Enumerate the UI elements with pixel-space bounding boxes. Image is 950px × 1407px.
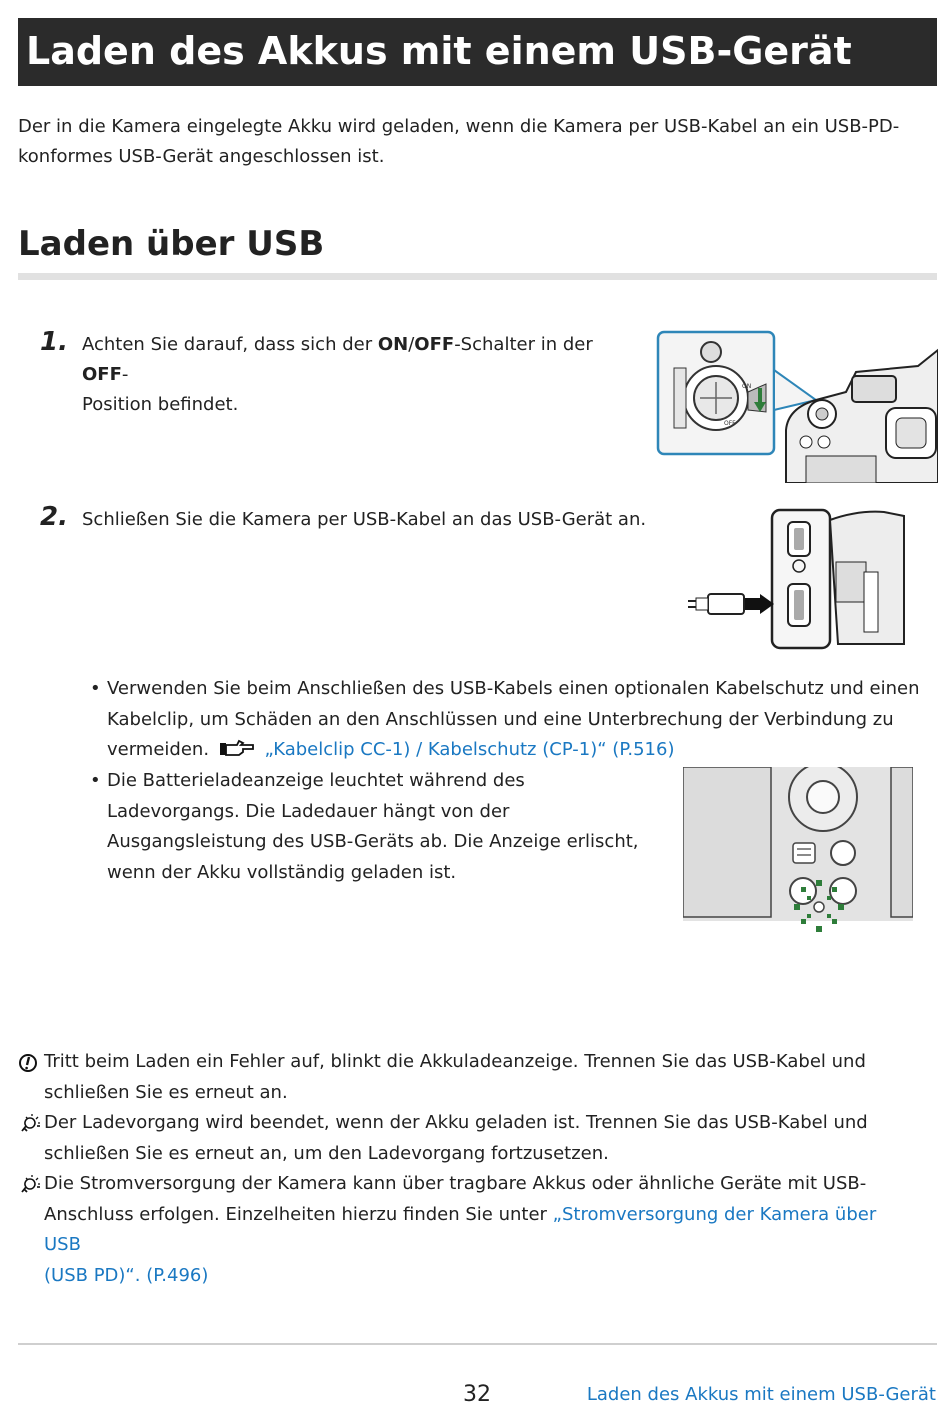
step-text [82, 330, 642, 420]
usb-pd-link-continued[interactable]: (USB PD)“. (P.496) [44, 1264, 209, 1286]
notes-section [18, 1047, 918, 1291]
bullet-line: Ausgangsleistung des USB-Geräts ab. Die Anzeige erlischt, [107, 831, 639, 852]
bullet-line: Verwenden Sie beim Anschließen des USB-Kabels einen optionalen Kabelschutz und einen [107, 678, 920, 699]
step-line [82, 330, 642, 390]
note-item [18, 1108, 918, 1169]
bullet-line: Ladevorgangs. Die Ladedauer hängt von der [107, 800, 510, 822]
off-label: OFF [724, 420, 736, 427]
tip-icon [18, 1114, 40, 1134]
intro-paragraph [18, 112, 918, 172]
note-item [18, 1169, 918, 1291]
text-span: -Schalter in der [454, 334, 593, 355]
section-divider [18, 273, 937, 280]
bullet-marker: • [90, 770, 101, 791]
caution-icon [18, 1053, 40, 1073]
step-text: Schließen Sie die Kamera per USB-Kabel an das USB-Gerät an. [82, 509, 647, 530]
note-line: Der Ladevorgang wird beendet, wenn der Akku geladen ist. Trennen Sie das USB-Kabel und [44, 1112, 868, 1133]
page-number: 32 [463, 1382, 491, 1407]
note-line: schließen Sie es erneut an. [44, 1081, 288, 1103]
bold-off: OFF [82, 364, 122, 385]
bold-off: OFF [414, 334, 455, 355]
text-span: Achten Sie darauf, dass sich der [82, 334, 378, 355]
bullet-line: wenn der Akku vollständig geladen ist. [107, 861, 457, 883]
page-title: Laden des Akkus mit einem USB-Gerät [18, 18, 937, 86]
tip-icon [18, 1175, 40, 1195]
step-number: 2. [40, 502, 68, 532]
note-line [44, 1200, 918, 1261]
usb-pd-link[interactable]: „Stromversorgung der Kamera über USB [44, 1203, 877, 1255]
bullet-marker: • [90, 678, 101, 699]
footer-divider [18, 1343, 937, 1345]
footer-section-link[interactable]: Laden des Akkus mit einem USB-Gerät [586, 1384, 936, 1405]
intro-line: Der in die Kamera eingelegte Akku wird geladen, wenn die Kamera per USB-Kabel an ein USB-PD- [18, 116, 900, 137]
camera-on-off-switch-illustration [656, 330, 938, 483]
bullet-text [107, 766, 667, 888]
text-span: - [121, 364, 129, 385]
note-line: Tritt beim Laden ein Fehler auf, blinkt die Akkuladeanzeige. Trennen Sie das USB-Kabel und [44, 1051, 866, 1072]
text-span: / [408, 334, 415, 355]
note-line: schließen Sie es erneut an, um den Ladevorgang fortzusetzen. [44, 1142, 609, 1164]
bold-on: ON [377, 334, 409, 355]
step-line: Position befindet. [82, 394, 239, 415]
charge-indicator-illustration [683, 767, 913, 935]
reference-hand-icon [219, 739, 255, 757]
bullet-line: Die Batterieladeanzeige leuchtet während des [107, 770, 525, 791]
intro-line: konformes USB-Gerät angeschlossen ist. [18, 146, 385, 167]
bullet-line-text: vermeiden. [107, 739, 210, 760]
note-line [44, 1261, 918, 1292]
bullet-text [107, 674, 927, 766]
bullet-line [107, 735, 927, 766]
usb-port-illustration [688, 506, 908, 651]
step-number: 1. [40, 327, 68, 357]
note-item [18, 1047, 918, 1108]
reference-link[interactable]: „Kabelclip CC-1) / Kabelschutz (CP-1)“ (P.516) [264, 739, 675, 760]
bullet-line: Kabelclip, um Schäden an den Anschlüssen und eine Unterbrechung der Verbindung zu [107, 708, 894, 730]
on-label: ON [742, 383, 752, 390]
note-line: Die Stromversorgung der Kamera kann über tragbare Akkus oder ähnliche Geräte mit USB- [44, 1173, 867, 1194]
note-text: Anschluss erfolgen. Einzelheiten hierzu finden Sie unter [44, 1203, 553, 1225]
section-heading: Laden über USB [18, 224, 325, 264]
